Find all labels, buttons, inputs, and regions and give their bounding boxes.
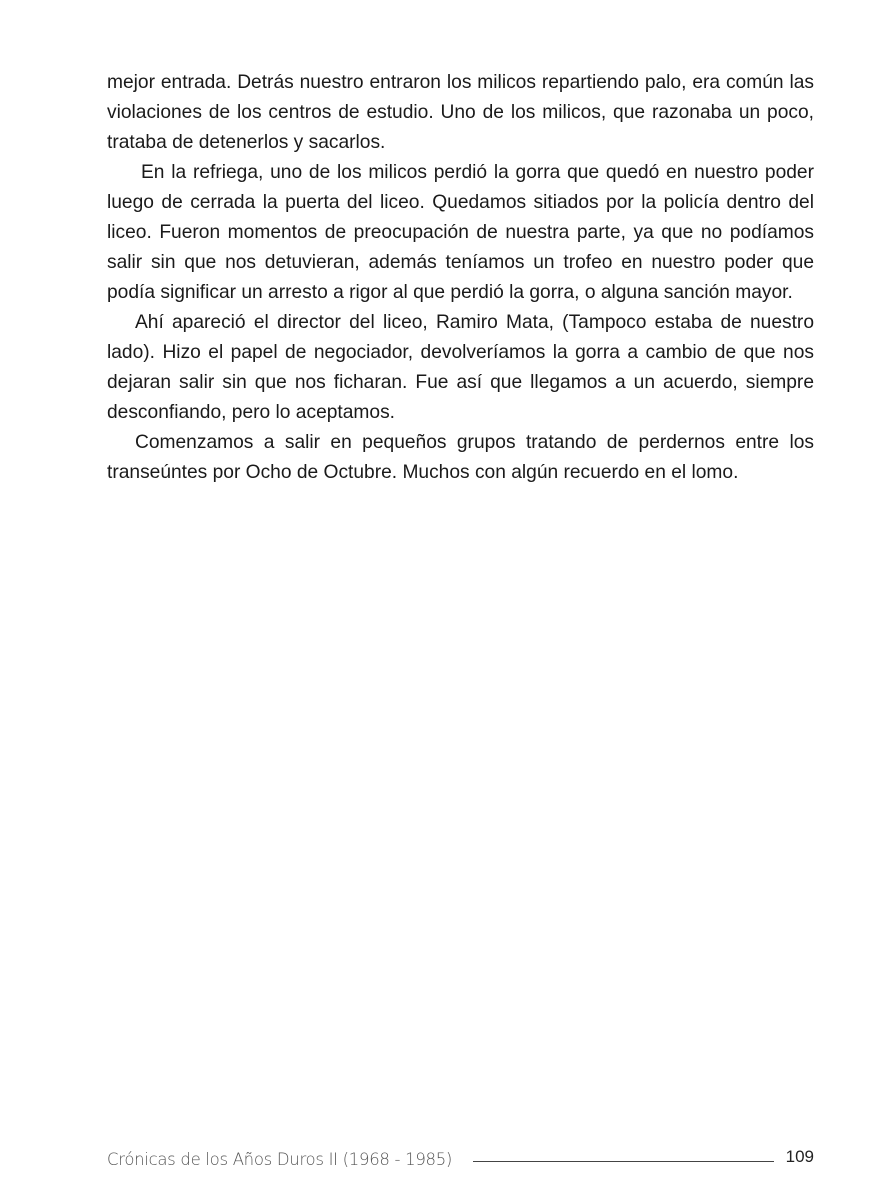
paragraph-3: Ahí apareció el director del liceo, Ramiro Mata, (Tampoco estaba de nuestro lado). Hizo el papel de negociador, devolveríamos la gorra a cambio de que nos dejaran salir sin que nos ficharan. Fue así que llegamos a un acuerdo, siempre desconfiando, pero lo aceptamos. xyxy=(107,312,814,423)
body-text xyxy=(107,68,814,488)
footer-rule-line xyxy=(473,1161,774,1162)
page-footer xyxy=(107,1147,814,1175)
page-number: 109 xyxy=(785,1147,814,1166)
paragraph-2: En la refriega, uno de los milicos perdió la gorra que quedó en nuestro poder luego de cerrada la puerta del liceo. Quedamos sitiados por la policía dentro del liceo. Fueron momentos de preocupación de nuestra parte, ya que no podíamos salir sin que nos detuvieran, además teníamos un trofeo en nuestro poder que podía significar un arresto a rigor al que perdió la gorra, o alguna sanción mayor. xyxy=(107,162,814,303)
paragraph-4: Comenzamos a salir en pequeños grupos tratando de perdernos entre los transeúntes por Ocho de Octubre. Muchos con algún recuerdo en el lomo. xyxy=(107,432,814,483)
paragraph-1: mejor entrada. Detrás nuestro entraron los milicos repartiendo palo, era común las violaciones de los centros de estudio. Uno de los milicos, que razonaba un poco, trataba de detenerlos y sacarlos. xyxy=(107,72,814,153)
running-footer-title: Crónicas de los Años Duros II (1968 - 1985) xyxy=(107,1150,453,1169)
